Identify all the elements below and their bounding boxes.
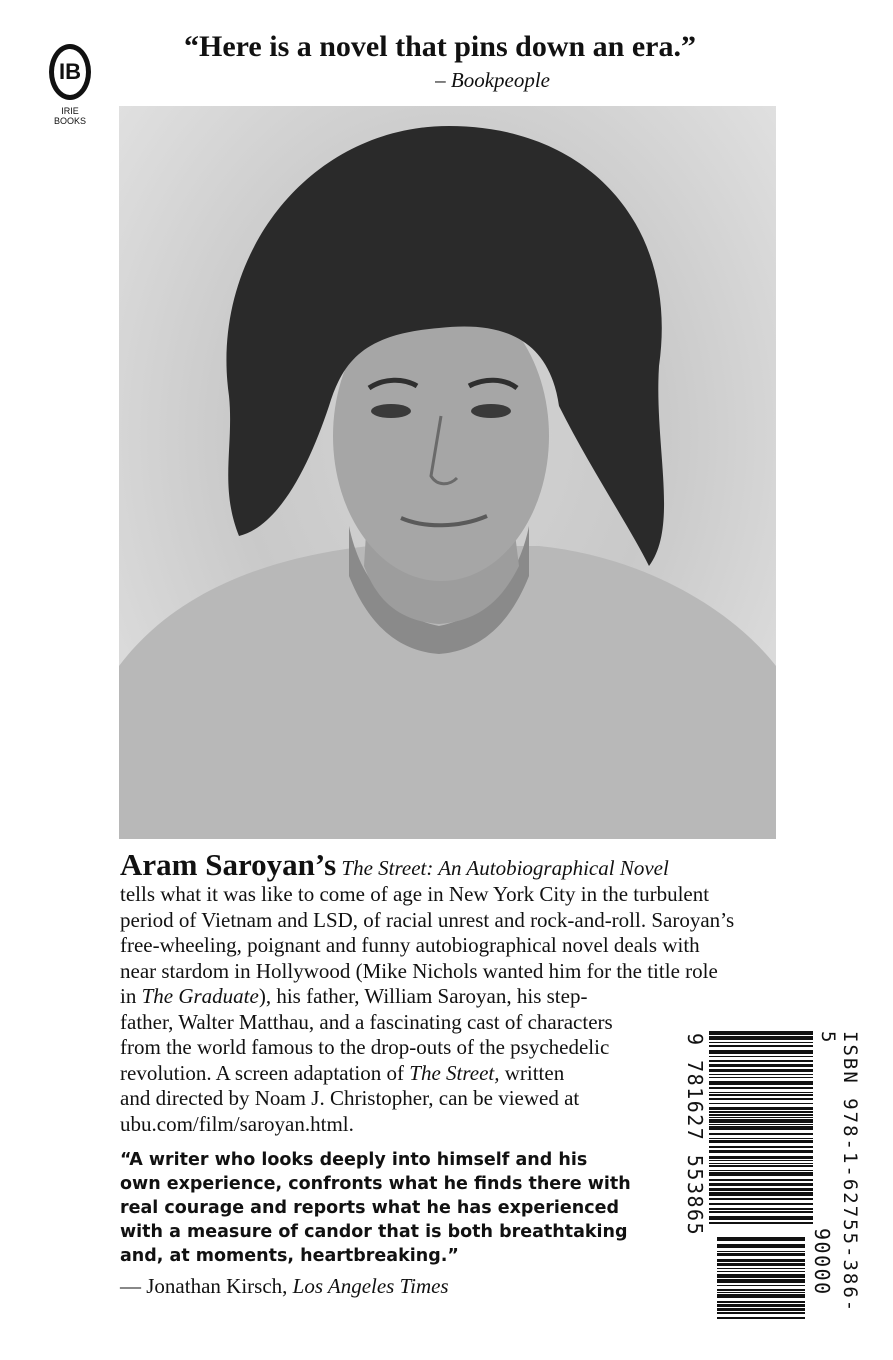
- barcode-bar: [709, 1198, 813, 1200]
- barcode-bar: [709, 1042, 813, 1043]
- barcode-bar: [709, 1156, 813, 1159]
- barcode-bar: [709, 1124, 813, 1125]
- ean-digits: 9 781627 553865: [683, 1033, 707, 1237]
- author-bio: [120, 848, 778, 1137]
- review-quote: [120, 1148, 660, 1268]
- review-source: — Jonathan Kirsch, Los Angeles Times: [120, 1274, 449, 1298]
- barcode-bar: [709, 1150, 813, 1153]
- barcode-bar: [709, 1050, 813, 1054]
- barcode-bar: [709, 1060, 813, 1062]
- barcode-bar: [717, 1294, 805, 1298]
- addon-barcode-bars: [717, 1237, 805, 1321]
- barcode-bar: [709, 1111, 813, 1113]
- barcode-bar: [717, 1274, 805, 1278]
- barcode-bar: [717, 1237, 805, 1241]
- barcode-bar: [717, 1292, 805, 1293]
- barcode-bars: [709, 1031, 813, 1227]
- bio-line: revolution. A screen adaptation of The Street, written: [120, 1060, 565, 1085]
- barcode-bar: [709, 1031, 813, 1035]
- review-line: “A writer who looks deeply into himself and his: [120, 1150, 588, 1170]
- barcode-bar: [709, 1138, 813, 1139]
- barcode-bar: [717, 1253, 805, 1256]
- barcode-bar: [717, 1301, 805, 1303]
- barcode-bar: [709, 1064, 813, 1067]
- logo-line2: BOOKS: [53, 116, 86, 126]
- barcode-bar: [717, 1244, 805, 1248]
- review-line: with a measure of candor that is both breathtaking: [120, 1222, 628, 1242]
- barcode-bar: [709, 1077, 813, 1078]
- book-title: The Street: An Autobiographical Novel: [341, 856, 669, 880]
- barcode-bar: [709, 1179, 813, 1181]
- bio-line: father, Walter Matthau, and a fascinating cast of characters: [120, 1009, 613, 1034]
- bio-line: from the world famous to the drop-outs of the psychedelic: [120, 1035, 610, 1059]
- barcode-bar: [709, 1160, 813, 1161]
- barcode-bar: [717, 1251, 805, 1252]
- barcode-bar: [709, 1188, 813, 1191]
- barcode-bar: [709, 1222, 813, 1224]
- barcode-bar: [709, 1140, 813, 1143]
- barcode-bar: [717, 1308, 805, 1311]
- barcode-bar: [709, 1087, 813, 1089]
- logo-monogram: IB: [49, 44, 91, 100]
- barcode-bar: [709, 1114, 813, 1116]
- barcode-bar: [717, 1271, 805, 1272]
- barcode-bar: [709, 1098, 813, 1100]
- barcode-bar: [717, 1268, 805, 1269]
- barcode-bar: [709, 1117, 813, 1118]
- barcode-bar: [709, 1133, 813, 1135]
- barcode-bar: [709, 1183, 813, 1186]
- barcode-bar: [709, 1056, 813, 1057]
- barcode-bar: [709, 1107, 813, 1110]
- barcode-bar: [709, 1216, 813, 1220]
- barcode-bar: [709, 1211, 813, 1213]
- barcode-bar: [709, 1192, 813, 1196]
- bio-line: free-wheeling, poignant and funny autobiographical novel deals with: [120, 933, 700, 957]
- bio-line: near stardom in Hollywood (Mike Nichols wanted him for the title role: [120, 958, 718, 983]
- barcode-bar: [709, 1126, 813, 1130]
- bio-line: and directed by Noam J. Christopher, can be viewed at: [120, 1086, 580, 1110]
- barcode-bar: [717, 1317, 805, 1319]
- barcode-bar: [717, 1259, 805, 1262]
- review-line: and, at moments, heartbreaking.”: [120, 1246, 459, 1266]
- barcode-bar: [709, 1103, 813, 1104]
- barcode-bar: [717, 1285, 805, 1286]
- barcode-bar: [717, 1263, 805, 1266]
- barcode-bar: [709, 1203, 813, 1205]
- top-quote: “Here is a novel that pins down an era.”: [184, 30, 696, 63]
- barcode-bar: [709, 1170, 813, 1171]
- bio-line: period of Vietnam and LSD, of racial unrest and rock-and-roll. Saroyan’s: [120, 907, 735, 932]
- review-line: real courage and reports what he has experienced: [120, 1198, 619, 1218]
- bio-line: tells what it was like to come of age in New York City in the turbulent: [120, 882, 710, 906]
- top-quote-source: – Bookpeople: [435, 68, 550, 92]
- author-photo: [119, 106, 776, 839]
- barcode-bar: [709, 1081, 813, 1085]
- barcode-bar: [709, 1092, 813, 1093]
- logo-line1: IRIE: [61, 106, 79, 116]
- addon-digits: 90000: [810, 1228, 834, 1296]
- barcode-bar: [717, 1279, 805, 1283]
- barcode-bar: [717, 1304, 805, 1307]
- barcode-bar: [709, 1036, 813, 1040]
- publisher-logo: [40, 36, 100, 128]
- barcode-bar: [709, 1119, 813, 1123]
- review-line: own experience, confronts what he finds there with: [120, 1174, 631, 1194]
- barcode-bar: [717, 1312, 805, 1314]
- barcode-bar: [709, 1208, 813, 1210]
- author-name: Aram Saroyan’s: [120, 847, 337, 882]
- barcode-bar: [709, 1163, 813, 1164]
- barcode-bar: [709, 1094, 813, 1096]
- barcode-bar: [709, 1172, 813, 1176]
- isbn-label: ISBN 978-1-62755-386-5: [817, 1031, 861, 1314]
- bio-line: ubu.com/film/saroyan.html.: [120, 1111, 354, 1136]
- bio-line: in The Graduate), his father, William Saroyan, his step-: [120, 984, 588, 1008]
- barcode-bar: [709, 1074, 813, 1075]
- barcode-bar: [709, 1045, 813, 1047]
- barcode-bar: [709, 1146, 813, 1148]
- barcode-bar: [709, 1165, 813, 1167]
- barcode-bar: [709, 1069, 813, 1072]
- barcode-bar: [717, 1289, 805, 1291]
